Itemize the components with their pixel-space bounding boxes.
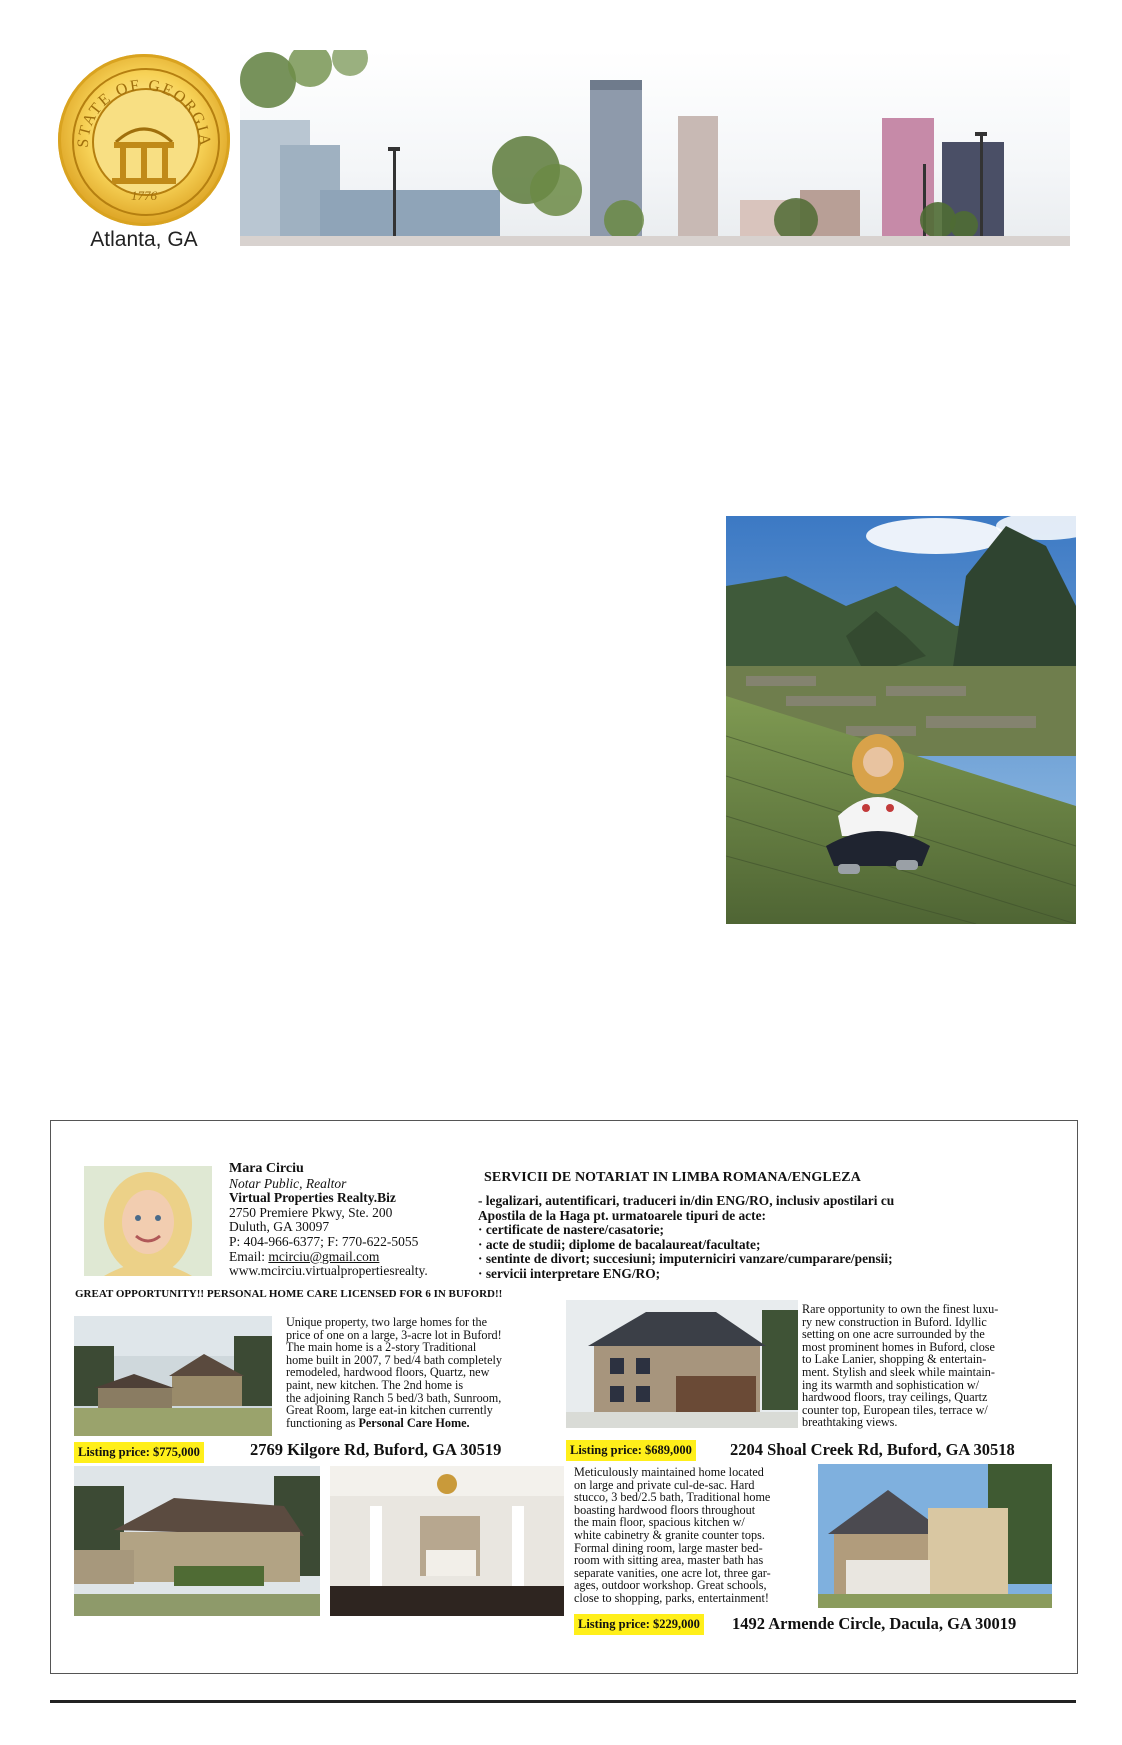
description-line: counter top, European tiles, terrace w/ — [802, 1402, 988, 1417]
description-line: most prominent homes in Buford, close — [802, 1339, 995, 1354]
description-line: Formal dining room, large master bed- — [574, 1540, 763, 1555]
description-line: room with sitting area, master bath has — [574, 1553, 764, 1568]
listing-2-address: 2204 Shoal Creek Rd, Buford, GA 30518 — [730, 1440, 1015, 1459]
services-title: SERVICII DE NOTARIAT IN LIMBA ROMANA/ENGLEZA — [484, 1170, 861, 1185]
email-row — [229, 1250, 428, 1265]
email-label: Email: — [229, 1248, 269, 1264]
listing-1-address: 2769 Kilgore Rd, Buford, GA 30519 — [250, 1440, 502, 1459]
description-line: ing its warmth and sophistication w/ — [802, 1377, 980, 1392]
listing-2-house-photo — [566, 1300, 798, 1428]
description-line: boasting hardwood floors throughout — [574, 1502, 756, 1517]
listing-2-description — [802, 1303, 998, 1429]
realtor-company: Virtual Properties Realty.Biz — [229, 1190, 396, 1206]
description-line: to Lake Lanier, shopping & entertain- — [802, 1352, 987, 1367]
description-line: Unique property, two large homes for the — [286, 1315, 488, 1329]
seal-text: STATE OF GEORGIA — [74, 76, 214, 149]
description-line: Rare opportunity to own the finest luxu- — [802, 1302, 999, 1316]
phone-fax: P: 404-966-6377; F: 770-622-5055 — [229, 1233, 419, 1249]
services-line: - legalizari, autentificari, traduceri in/din ENG/RO, inclusiv apostilari cu — [478, 1193, 895, 1208]
description-line: the adjoining Ranch 5 bed/3 bath, Sunroom, — [286, 1390, 502, 1405]
services-line: · servicii interpretare ENG/RO; — [478, 1265, 661, 1281]
description-text: functioning as — [286, 1415, 359, 1430]
services-line: Apostila de la Haga pt. urmatoarele tipuri de acte: — [478, 1207, 766, 1223]
realtor-title: Notar Public, Realtor — [229, 1175, 347, 1191]
description-line: the main floor, spacious kitchen w/ — [574, 1515, 745, 1530]
realtor-portrait-photo — [84, 1166, 212, 1276]
city-label: Atlanta, GA — [90, 228, 198, 251]
listing-2-price: Listing price: $689,000 — [566, 1440, 696, 1461]
listing-1-house-photo — [74, 1316, 272, 1436]
seal-year: 1776 — [131, 188, 157, 203]
listing-1-price: Listing price: $775,000 — [74, 1442, 204, 1463]
description-line: hardwood floors, tray ceilings, Quartz — [802, 1390, 988, 1405]
description-line: separate vanities, one acre lot, three gar- — [574, 1565, 771, 1580]
description-line: home built in 2007, 7 bed/4 bath completely — [286, 1352, 502, 1367]
description-line: setting on one acre surrounded by the — [802, 1327, 985, 1342]
services-line: · sentinte de divort; succesiuni; imputerniciri vanzare/cumparare/pensii; — [478, 1251, 893, 1267]
contact-block — [229, 1162, 428, 1279]
machu-picchu-portrait-photo — [726, 516, 1076, 924]
description-line: Meticulously maintained home located — [574, 1465, 764, 1479]
listing-3-interior-photo — [330, 1466, 564, 1616]
listing-3-address: 1492 Armende Circle, Dacula, GA 30019 — [732, 1614, 1017, 1633]
description-line: close to shopping, parks, entertainment! — [574, 1590, 769, 1605]
description-line: ages, outdoor workshop. Great schools, — [574, 1578, 767, 1593]
bottom-divider — [50, 1700, 1076, 1703]
description-line: paint, new kitchen. The 2nd home is — [286, 1377, 464, 1392]
description-line: breathtaking views. — [802, 1415, 898, 1430]
email-link[interactable]: mcirciu@gmail.com — [268, 1248, 380, 1264]
realtor-name: Mara Circiu — [229, 1161, 304, 1176]
description-line: on large and private cul-de-sac. Hard — [574, 1477, 755, 1492]
address-line-2: Duluth, GA 30097 — [229, 1219, 330, 1235]
website[interactable]: www.mcirciu.virtualpropertiesrealty. — [229, 1263, 428, 1279]
services-line: · acte de studii; diplome de bacalaureat/facultate; — [478, 1236, 761, 1252]
services-line: · certificate de nastere/casatorie; — [478, 1222, 665, 1238]
description-line: ry new construction in Buford. Idyllic — [802, 1314, 987, 1329]
description-line: ment. Stylish and sleek while maintain- — [802, 1364, 995, 1379]
address-line-1: 2750 Premiere Pkwy, Ste. 200 — [229, 1204, 393, 1220]
opportunity-headline: GREAT OPPORTUNITY!! PERSONAL HOME CARE LICENSED FOR 6 IN BUFORD!! — [75, 1288, 503, 1300]
listing-3-price: Listing price: $229,000 — [574, 1614, 704, 1635]
listing-3-exterior-photo — [818, 1464, 1052, 1608]
description-line: The main home is a 2-story Traditional — [286, 1340, 477, 1355]
description-line: white cabinetry & granite counter tops. — [574, 1527, 765, 1542]
listing-3-description — [574, 1466, 771, 1605]
description-line: price of one on a large, 3-acre lot in Buford! — [286, 1327, 502, 1342]
description-line: remodeled, hardwood floors, Quartz, new — [286, 1365, 490, 1380]
listing-1-description — [286, 1316, 502, 1429]
services-list — [478, 1194, 894, 1282]
svg-text:STATE OF GEORGIA — [75, 77, 214, 148]
description-line — [286, 1417, 502, 1430]
listing-3-house-photo — [74, 1466, 320, 1616]
seal-arch-icon — [58, 54, 230, 226]
description-line: stucco, 3 bed/2.5 bath, Traditional home — [574, 1490, 771, 1505]
description-line: Great Room, large eat-in kitchen currently — [286, 1403, 493, 1418]
atlanta-skyline-image — [240, 50, 1070, 246]
description-bold: Personal Care Home. — [358, 1415, 470, 1430]
